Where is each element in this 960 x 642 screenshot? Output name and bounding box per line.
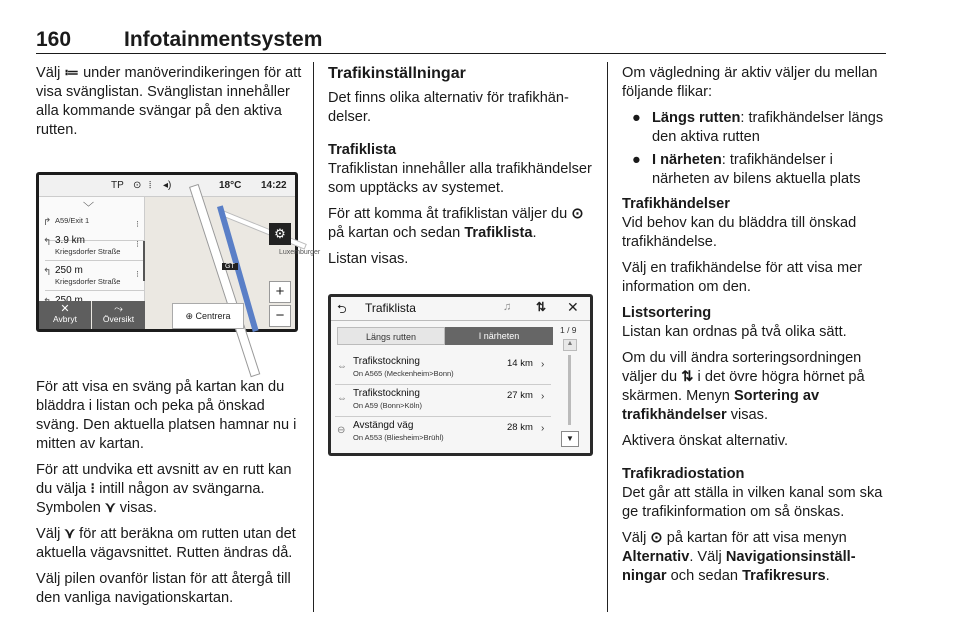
page-indicator: 1 / 9 xyxy=(560,325,577,335)
map-view[interactable] xyxy=(39,197,321,329)
avoid-dots-icon: ⁝ xyxy=(90,481,96,497)
crosshair-icon: ⊕ xyxy=(185,311,193,321)
column-3 xyxy=(622,64,888,593)
traffic-list-screenshot xyxy=(328,294,593,456)
turn-arrow-icon: ↰ xyxy=(43,237,52,248)
sort-icon: ⇅ xyxy=(681,369,694,385)
column-1 xyxy=(36,64,302,147)
avoid-icon[interactable]: ⁝ xyxy=(136,239,139,249)
close-icon: ✕ xyxy=(60,303,70,315)
avoid-symbol-icon: ⋎ xyxy=(104,500,116,516)
paragraph-scroll-events: Vid behov kan du bläddra till önskad trafikhändelse. xyxy=(622,215,857,250)
scrollbar[interactable] xyxy=(143,241,145,281)
list-item[interactable]: ↰ 250 m Kriegsdorfer Straße ⁝ xyxy=(45,261,145,291)
turn-arrow-icon: ↱ xyxy=(43,217,52,228)
subsection-heading: Trafikradiostation xyxy=(622,466,745,482)
tab-bar xyxy=(337,327,553,345)
paragraph-list-shown: Listan visas. xyxy=(328,251,409,267)
header-rule xyxy=(36,53,886,54)
status-bar xyxy=(39,175,295,197)
navigation-screenshot xyxy=(36,172,321,332)
paragraph-traffic-list: Trafiklistan innehåller alla trafikhändelser som upptäcks av systemet. xyxy=(328,161,592,196)
scrollbar[interactable] xyxy=(563,339,577,447)
avoid-icon[interactable]: ⁝ xyxy=(136,219,139,229)
map-button-bar xyxy=(39,301,249,329)
column-divider-2 xyxy=(607,62,608,612)
tab-nearby[interactable]: I närheten xyxy=(445,327,553,345)
bullet-along-route: ● Längs rutten: trafikhändelser längs den aktiva rutten xyxy=(632,110,884,145)
zoom-out-button[interactable]: − xyxy=(269,305,291,327)
route-icon: ⤳ xyxy=(114,303,123,315)
location-icon: ⊙ xyxy=(133,180,142,191)
column-2 xyxy=(328,64,594,276)
list-item[interactable]: ↰ 3.9 km Kriegsdorfer Straße ⁝ xyxy=(45,231,145,261)
chevron-right-icon: › xyxy=(541,391,545,402)
clock: 14:22 xyxy=(261,180,287,191)
scroll-up-icon[interactable]: ▲ xyxy=(563,339,577,351)
back-icon[interactable]: ⮌ xyxy=(337,302,347,316)
list-icon: ≔ xyxy=(64,65,79,81)
traffic-title-bar xyxy=(331,297,590,321)
paragraph-traffic-intro: Det finns olika alternativ för trafikhändelser. xyxy=(328,90,569,125)
paragraph-activate-option: Aktivera önskat alternativ. xyxy=(622,433,789,449)
tp-icon: TP xyxy=(111,180,124,191)
traffic-jam-icon: ⇔ xyxy=(337,393,347,404)
section-heading: Trafikinställningar xyxy=(328,65,466,82)
page-title: Infotainmentsystem xyxy=(124,28,323,51)
temperature: 18°C xyxy=(219,180,242,191)
overview-button[interactable]: ⤳ Översikt xyxy=(92,301,145,329)
target-icon: ⊙ xyxy=(571,206,584,222)
close-icon[interactable]: ✕ xyxy=(567,299,579,315)
paragraph-traffic-radio: Det går att ställa in vilken kanal som ska ge trafikinformation om så önskas. xyxy=(622,485,883,520)
subsection-heading: Trafiklista xyxy=(328,142,397,158)
paragraph-open-list: För att komma åt trafiklistan väljer du ⊙ på kartan och sedan Trafiklista. xyxy=(328,206,584,241)
subsection-heading: Listsortering xyxy=(622,305,712,321)
paragraph-recalculate: Välj ⋎ för att beräkna om rutten utan det aktuella vägavsnittet. Rutten ändras då. xyxy=(36,526,296,561)
sort-icon[interactable]: ⇅ xyxy=(536,300,547,314)
tab-along-route[interactable]: Längs rutten xyxy=(337,327,445,345)
volume-icon: ◂) xyxy=(163,180,172,191)
scroll-track[interactable] xyxy=(568,355,571,425)
chevron-down-icon[interactable]: ﹀ xyxy=(83,202,94,214)
subsection-heading: Trafikhändelser xyxy=(622,196,730,212)
center-button[interactable]: ⊕ Centrera xyxy=(172,303,244,329)
table-row[interactable]: ⇔ Trafikstockning On A59 (Bonn>Köln) 27 km › xyxy=(335,385,551,417)
paragraph-turn-list: Välj ≔ under manöverindikeringen för att visa svänglistan. Svänglistan innehåller alla kommande svängar på den aktiva rutten. xyxy=(36,65,302,138)
page-number: 160 xyxy=(36,28,72,51)
turn-arrow-icon: ↰ xyxy=(43,267,52,278)
paragraph-show-turn: För att visa en sväng på kartan kan du bläddra i listan och peka på önskad sväng. Den aktuella platsen hamnar nu i mitten av kartan. xyxy=(36,379,297,452)
traffic-jam-icon: ⇔ xyxy=(337,361,347,372)
paragraph-avoid-segment: För att undvika ett avsnitt av en rutt kan du välja ⁝ intill någon av svängarna. Symbolen ⋎ visas. xyxy=(36,462,292,516)
paragraph-return: Välj pilen ovanför listan för att återgå till den vanliga navigationskartan. xyxy=(36,571,291,606)
table-row[interactable]: ⊖ Avstängd väg On A553 (Bliesheim>Brühl) 28 km › xyxy=(337,420,545,442)
avoid-icon[interactable]: ⁝ xyxy=(136,269,139,279)
map-label: Luxemburger xyxy=(279,249,321,256)
paragraph-sort-options: Listan kan ordnas på två olika sätt. xyxy=(622,324,847,340)
cancel-button[interactable]: ✕ Avbryt xyxy=(39,301,91,329)
paragraph-change-sort: Om du vill ändra sorteringsordningen väljer du ⇅ i det övre högra hörnet på skärmen. Menyn Sortering av trafikhändelser visas. xyxy=(622,350,865,423)
list-item[interactable]: ↱ A59/Exit 1 ⁝ xyxy=(45,211,145,241)
gear-icon[interactable]: ⚙ xyxy=(269,223,291,245)
screen-title: Trafiklista xyxy=(365,301,416,315)
map-badge: GT xyxy=(222,263,238,270)
table-row[interactable]: ⇔ Trafikstockning On A565 (Meckenheim>Bonn) 14 km › xyxy=(335,353,551,385)
scroll-down-icon[interactable]: ▼ xyxy=(561,431,579,447)
column-divider-1 xyxy=(313,62,314,612)
avoid-symbol-icon: ⋎ xyxy=(64,526,76,542)
signal-icon: ⦙ xyxy=(149,180,152,191)
chevron-right-icon: › xyxy=(541,423,545,434)
bullet-nearby: ● I närheten: trafikhändelser i närheten av bilens aktuella plats xyxy=(632,152,861,187)
page-header xyxy=(36,28,886,54)
turn-list-panel xyxy=(39,197,145,301)
zoom-in-button[interactable]: + xyxy=(269,281,291,303)
paragraph-tabs-intro: Om vägledning är aktiv väljer du mellan följande flikar: xyxy=(622,65,878,100)
paragraph-traffic-resource: Välj ⊙ på kartan för att visa menyn Alternativ. Välj Navigationsinställningar och sedan Trafikresurs. xyxy=(622,530,856,584)
target-icon: ⊙ xyxy=(650,530,663,546)
road-closed-icon: ⊖ xyxy=(337,425,346,436)
music-icon: ♫ xyxy=(503,301,512,313)
column-1-lower xyxy=(36,378,302,615)
paragraph-select-event: Välj en trafikhändelse för att visa mer information om den. xyxy=(622,260,863,295)
chevron-right-icon: › xyxy=(541,359,545,370)
